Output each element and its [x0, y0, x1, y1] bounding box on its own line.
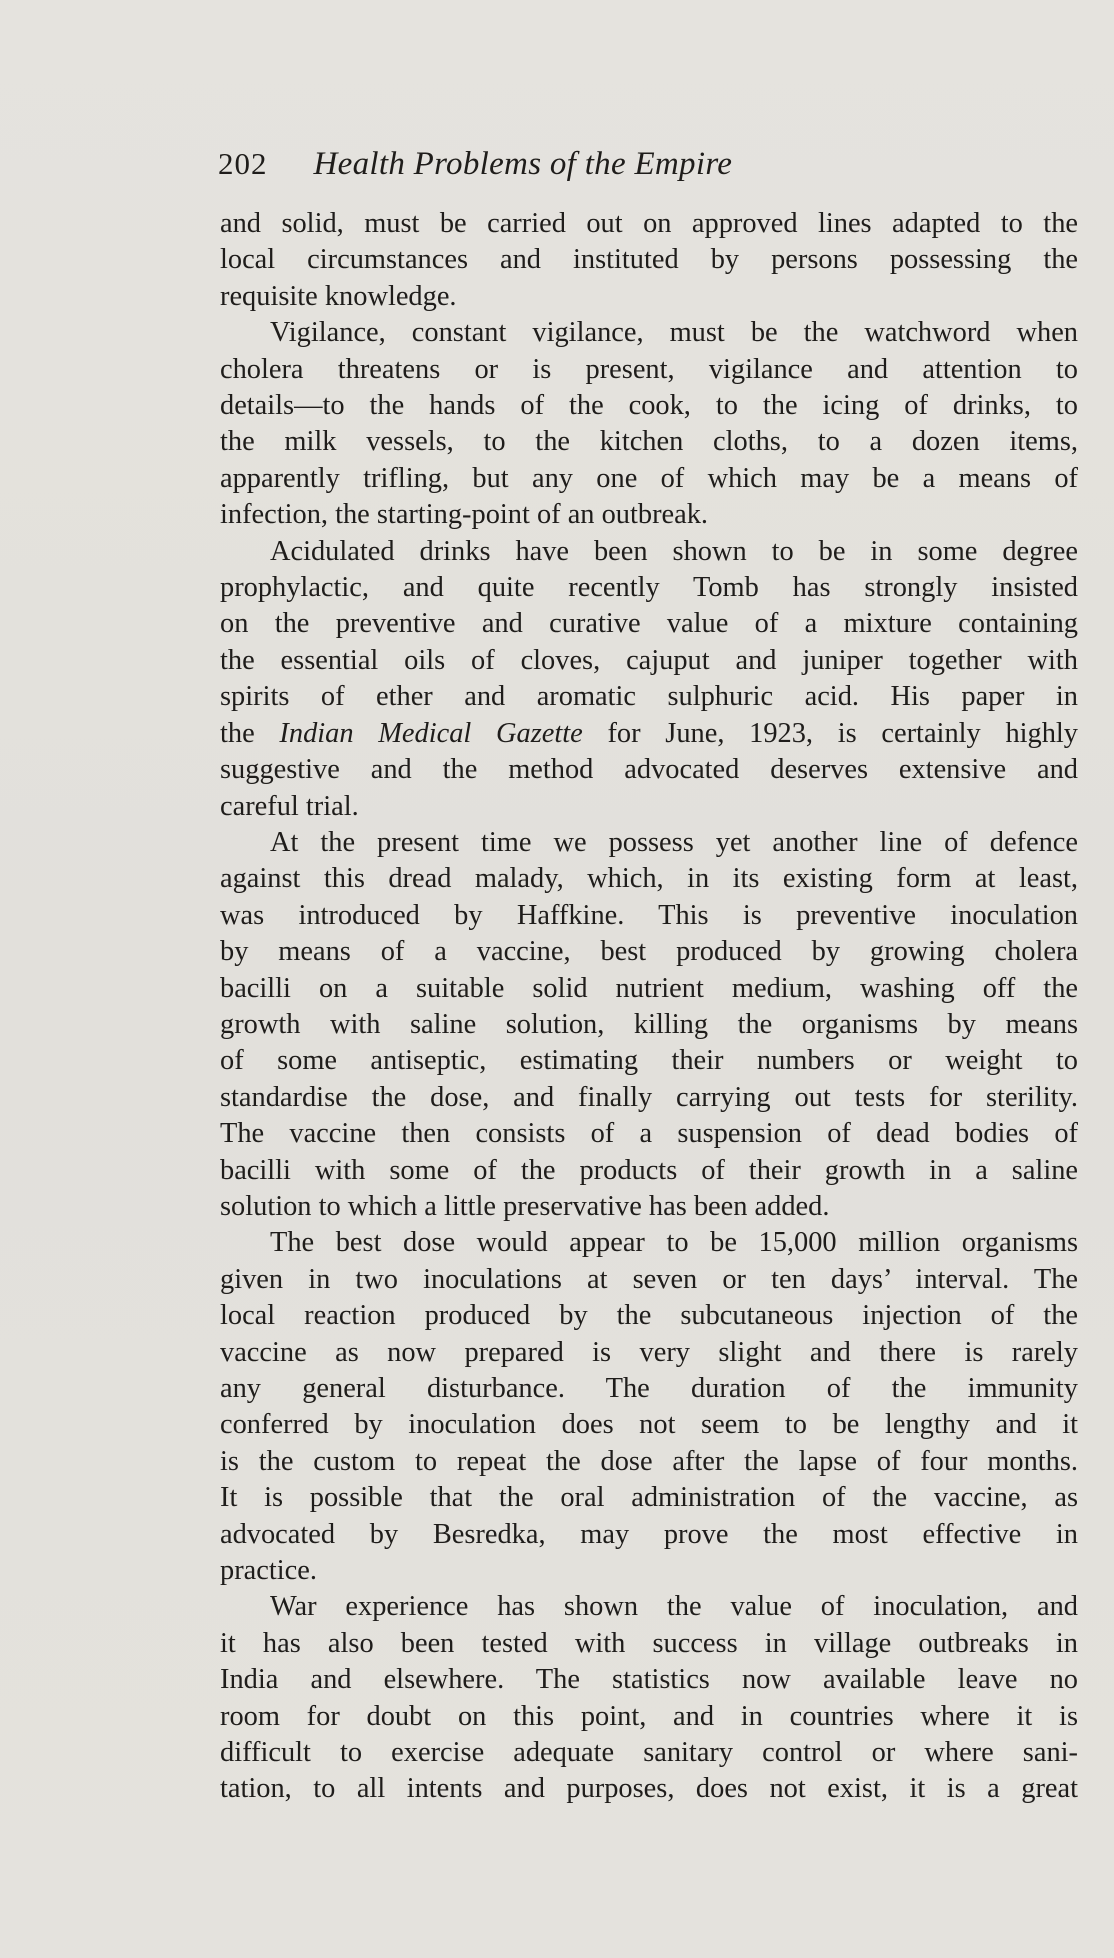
- text-line: advocated by Besredka, may prove the most effective in: [220, 1518, 1078, 1550]
- text-line: [220, 716, 1078, 752]
- text-line: bacilli with some of the products of their growth in a saline: [220, 1154, 1078, 1186]
- text-line: War experience has shown the value of inoculation, and: [270, 1591, 1078, 1623]
- body-text: [220, 206, 1078, 1808]
- text-line: requisite knowledge.: [220, 280, 457, 312]
- text-line: spirits of ether and aromatic sulphuric acid. His paper in: [220, 681, 1078, 713]
- text-line: was introduced by Haffkine. This is preventive inoculation: [220, 899, 1078, 931]
- text-line: vaccine as now prepared is very slight and there is rarely: [220, 1336, 1078, 1368]
- page-header: [218, 146, 1078, 192]
- text-line: growth with saline solution, killing the organisms by means: [220, 1008, 1078, 1040]
- running-title: Health Problems of the Empire: [313, 146, 733, 182]
- text-line: At the present time we possess yet another line of defence: [270, 826, 1078, 858]
- text-line: cholera threatens or is present, vigilance and attention to: [220, 353, 1078, 385]
- text-line: Acidulated drinks have been shown to be in some degree: [270, 535, 1078, 567]
- text-line: the milk vessels, to the kitchen cloths, to a dozen items,: [220, 426, 1078, 458]
- text-line: is the custom to repeat the dose after the lapse of four months.: [220, 1445, 1078, 1477]
- text-line: against this dread malady, which, in its existing form at least,: [220, 863, 1078, 895]
- text-line: local circumstances and instituted by persons possessing the: [220, 244, 1078, 276]
- text-line: local reaction produced by the subcutaneous injection of the: [220, 1300, 1078, 1332]
- text-line: details—to the hands of the cook, to the icing of drinks, to: [220, 390, 1078, 422]
- text-line: careful trial.: [220, 790, 359, 822]
- text-line: India and elsewhere. The statistics now available leave no: [220, 1664, 1078, 1696]
- text-line: Vigilance, constant vigilance, must be the watchword when: [270, 317, 1078, 349]
- text-segment: the: [220, 717, 280, 749]
- text-line: conferred by inoculation does not seem to be lengthy and it: [220, 1409, 1078, 1441]
- text-line: and solid, must be carried out on approved lines adapted to the: [220, 208, 1078, 239]
- text-line: It is possible that the oral administration of the vaccine, as: [220, 1482, 1078, 1514]
- text-line: by means of a vaccine, best produced by growing cholera: [220, 936, 1078, 968]
- text-line: the essential oils of cloves, cajuput and juniper together with: [220, 644, 1078, 676]
- text-line: it has also been tested with success in village outbreaks in: [220, 1627, 1078, 1659]
- text-line: prophylactic, and quite recently Tomb has strongly insisted: [220, 572, 1078, 604]
- text-line: apparently trifling, but any one of which may be a means of: [220, 462, 1078, 494]
- text-line: practice.: [220, 1555, 317, 1587]
- text-line: any general disturbance. The duration of the immunity: [220, 1373, 1078, 1404]
- text-line: difficult to exercise adequate sanitary control or where sani-: [220, 1737, 1078, 1769]
- page-number: 202: [218, 146, 268, 181]
- text-line: The best dose would appear to be 15,000 million organisms: [270, 1227, 1078, 1259]
- text-line: room for doubt on this point, and in countries where it is: [220, 1700, 1078, 1732]
- journal-title: Indian Medical Gazette: [279, 717, 583, 749]
- text-line: solution to which a little preservative has been added.: [220, 1190, 830, 1222]
- text-line: on the preventive and curative value of a mixture containing: [220, 608, 1078, 640]
- text-line: of some antiseptic, estimating their numbers or weight to: [220, 1045, 1078, 1077]
- text-line: The vaccine then consists of a suspension of dead bodies of: [220, 1118, 1078, 1150]
- text-line: standardise the dose, and finally carrying out tests for sterility.: [220, 1081, 1078, 1113]
- text-line: tation, to all intents and purposes, does not exist, it is a great: [220, 1773, 1078, 1805]
- text-segment: for June, 1923, is certainly highly: [582, 717, 1078, 749]
- text-line: infection, the starting-point of an outbreak.: [220, 499, 709, 531]
- text-line: suggestive and the method advocated deserves extensive and: [220, 754, 1078, 786]
- text-line: given in two inoculations at seven or ten days’ interval. The: [220, 1263, 1078, 1295]
- text-line: bacilli on a suitable solid nutrient medium, washing off the: [220, 972, 1078, 1004]
